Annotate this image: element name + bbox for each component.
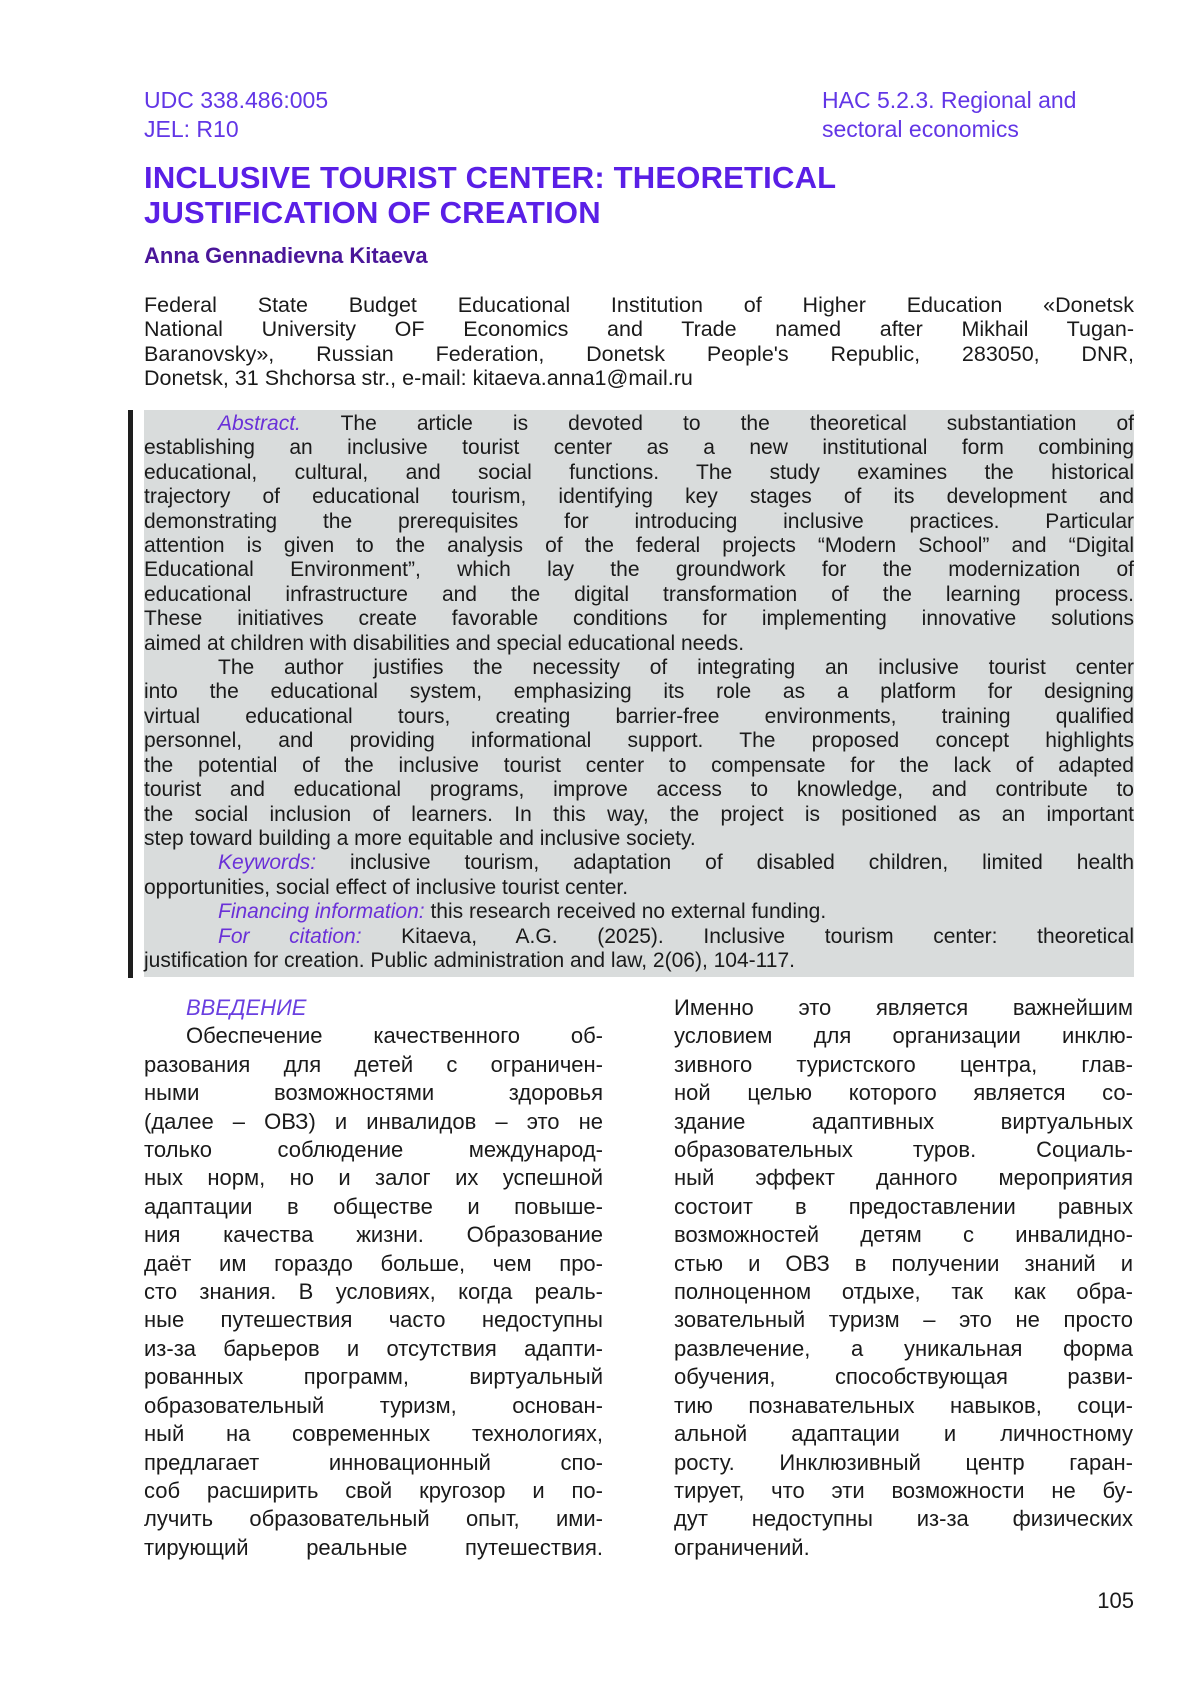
abstract-line (144, 949, 1134, 973)
abstract-label: Financing information: (218, 900, 425, 923)
udc-block (144, 86, 328, 144)
abstract-line (144, 534, 1134, 558)
body-line: Именно это является важнейшим (674, 994, 1133, 1022)
affiliation-line: Federal State Budget Educational Institution of Higher Education «Donetsk (144, 293, 1134, 317)
abstract-text: Educational Environment”, which lay the groundwork for the modernization of (144, 558, 1134, 581)
body-line: соб расширить свой кругозор и по- (144, 1477, 603, 1505)
abstract-text: The author justifies the necessity of integrating an inclusive tourist center (218, 656, 1134, 679)
body-line: возможностей детям с инвалидно- (674, 1221, 1133, 1249)
abstract-line (144, 656, 1134, 680)
affiliation-line: Baranovsky», Russian Federation, Donetsk People's Republic, 283050, DNR, (144, 342, 1134, 366)
abstract-line (144, 729, 1134, 753)
jel-code: JEL: R10 (144, 115, 328, 144)
abstract-text: the social inclusion of learners. In this way, the project is positioned as an important (144, 803, 1134, 826)
abstract-text: justification for creation. Public administration and law, 2(06), 104-117. (144, 949, 795, 972)
body-line: лучить образовательный опыт, ими- (144, 1505, 603, 1533)
body-line: Обеспечение качественного об- (144, 1022, 603, 1050)
abstract-text: inclusive tourism, adaptation of disabled children, limited health (316, 851, 1134, 874)
abstract-line (144, 925, 1134, 949)
abstract-left-bar (128, 410, 133, 978)
body-line: обучения, способствующая разви- (674, 1363, 1133, 1391)
body-line: сто знания. В условиях, когда реаль- (144, 1278, 603, 1306)
body-line: тирует, что эти возможности не бу- (674, 1477, 1133, 1505)
abstract-line (144, 680, 1134, 704)
body-line: зовательный туризм – это не просто (674, 1306, 1133, 1334)
body-line: стью и ОВЗ в получении знаний и (674, 1250, 1133, 1278)
body-line: ный эффект данного мероприятия (674, 1164, 1133, 1192)
body-line: ными возможностями здоровья (144, 1079, 603, 1107)
abstract-label: Keywords: (218, 851, 316, 874)
abstract-line (144, 705, 1134, 729)
affiliation-line: National University OF Economics and Trade named after Mikhail Tugan- (144, 317, 1134, 341)
body-line: только соблюдение международ- (144, 1136, 603, 1164)
abstract-line (144, 461, 1134, 485)
body-line: рованных программ, виртуальный (144, 1363, 603, 1391)
body-line: зивного туристского центра, глав- (674, 1051, 1133, 1079)
abstract-line (144, 900, 1134, 924)
body-line: (далее – ОВЗ) и инвалидов – это не (144, 1108, 603, 1136)
body-line: ных норм, но и залог их успешной (144, 1164, 603, 1192)
body-line: ния качества жизни. Образование (144, 1221, 603, 1249)
body-line: условием для организации инклю- (674, 1022, 1133, 1050)
body-line: даёт им гораздо больше, чем про- (144, 1250, 603, 1278)
abstract-line (144, 485, 1134, 509)
title-line-2: JUSTIFICATION OF CREATION (144, 195, 1044, 230)
abstract-line (144, 827, 1134, 851)
abstract-text: establishing an inclusive tourist center as a new institutional form combining (144, 436, 1134, 459)
body-line: росту. Инклюзивный центр гаран- (674, 1449, 1133, 1477)
abstract-line (144, 632, 1134, 656)
body-column-left (144, 994, 603, 1562)
abstract-text: virtual educational tours, creating barrier-free environments, training qualified (144, 705, 1134, 728)
abstract-text: trajectory of educational tourism, identifying key stages of its development and (144, 485, 1134, 508)
body-line: альной адаптации и личностному (674, 1420, 1133, 1448)
abstract-line (144, 510, 1134, 534)
abstract-line (144, 607, 1134, 631)
abstract-text: tourist and educational programs, improve access to knowledge, and contribute to (144, 778, 1134, 801)
abstract-box (144, 410, 1134, 977)
body-line: образовательный туризм, основан- (144, 1392, 603, 1420)
abstract-text: Kitaeva, A.G. (2025). Inclusive tourism center: theoretical (362, 925, 1134, 948)
abstract-text: educational, cultural, and social functions. The study examines the historical (144, 461, 1134, 484)
abstract-text: educational infrastructure and the digital transformation of the learning process. (144, 583, 1134, 606)
abstract-text: personnel, and providing informational support. The proposed concept highlights (144, 729, 1134, 752)
abstract-text: aimed at children with disabilities and special educational needs. (144, 632, 744, 655)
affiliation (144, 293, 1134, 390)
abstract-text: step toward building a more equitable and inclusive society. (144, 827, 696, 850)
body-line: развлечение, а уникальная форма (674, 1335, 1133, 1363)
body-line: дут недоступны из-за физических (674, 1505, 1133, 1533)
article-title (144, 160, 1044, 230)
body-line: предлагает инновационный спо- (144, 1449, 603, 1477)
abstract-line (144, 876, 1134, 900)
hac-line-1: HAC 5.2.3. Regional and (822, 86, 1076, 115)
section-heading: ВВЕДЕНИЕ (144, 994, 603, 1022)
abstract-text: into the educational system, emphasizing its role as a platform for designing (144, 680, 1134, 703)
title-line-1: INCLUSIVE TOURIST CENTER: THEORETICAL (144, 160, 1044, 195)
body-line: тирующий реальные путешествия. (144, 1534, 603, 1562)
abstract-text: the potential of the inclusive tourist center to compensate for the lack of adapted (144, 754, 1134, 777)
body-line: из-за барьеров и отсутствия адапти- (144, 1335, 603, 1363)
body-line: ограничений. (674, 1534, 1133, 1562)
abstract-line (144, 583, 1134, 607)
body-line: разования для детей с ограничен- (144, 1051, 603, 1079)
body-line: здание адаптивных виртуальных (674, 1108, 1133, 1136)
body-line: адаптации в обществе и повыше- (144, 1193, 603, 1221)
abstract-line (144, 803, 1134, 827)
abstract-label: Abstract. (218, 412, 301, 435)
hac-block (822, 86, 1076, 144)
abstract-text: attention is given to the analysis of the federal projects “Modern School” and “Digital (144, 534, 1134, 557)
abstract-label: For citation: (218, 925, 362, 948)
body-line: тию познавательных навыков, соци- (674, 1392, 1133, 1420)
body-line: образовательных туров. Социаль- (674, 1136, 1133, 1164)
body-line: ной целью которого является со- (674, 1079, 1133, 1107)
body-line: состоит в предоставлении равных (674, 1193, 1133, 1221)
author-name: Anna Gennadievna Kitaeva (144, 243, 428, 269)
abstract-line (144, 778, 1134, 802)
body-line: ный на современных технологиях, (144, 1420, 603, 1448)
hac-line-2: sectoral economics (822, 115, 1076, 144)
abstract-line (144, 754, 1134, 778)
abstract-line (144, 558, 1134, 582)
abstract-line (144, 436, 1134, 460)
udc-code: UDC 338.486:005 (144, 86, 328, 115)
abstract-text: opportunities, social effect of inclusive tourist center. (144, 876, 628, 899)
abstract-text: this research received no external funding. (425, 900, 827, 923)
abstract-line (144, 851, 1134, 875)
page-number: 105 (1097, 1588, 1134, 1614)
body-line: ные путешествия часто недоступны (144, 1306, 603, 1334)
body-line: полноценном отдыхе, так как обра- (674, 1278, 1133, 1306)
affiliation-line: Donetsk, 31 Shchorsa str., e-mail: kitaeva.anna1@mail.ru (144, 366, 1134, 390)
abstract-text: These initiatives create favorable conditions for implementing innovative solutions (144, 607, 1134, 630)
abstract-text: The article is devoted to the theoretical substantiation of (301, 412, 1134, 435)
abstract-text: demonstrating the prerequisites for introducing inclusive practices. Particular (144, 510, 1134, 533)
body-column-right (674, 994, 1133, 1562)
abstract-line (144, 412, 1134, 436)
